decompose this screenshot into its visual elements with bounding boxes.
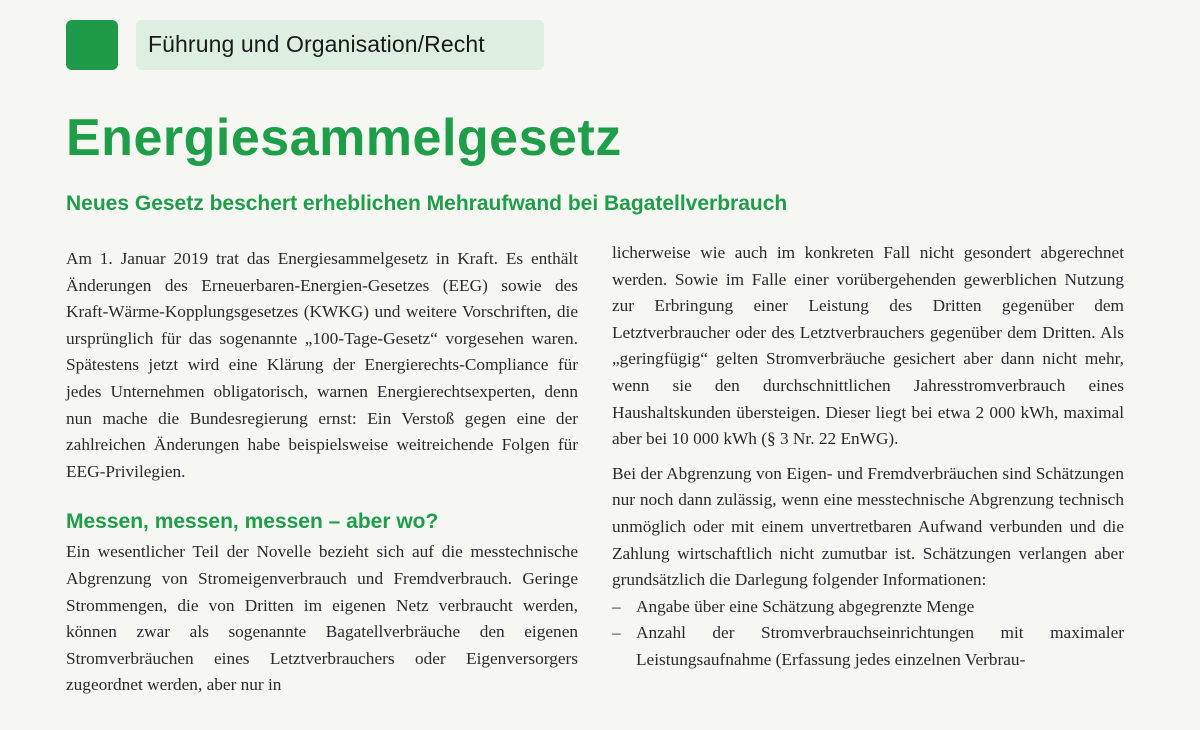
body-paragraph-left: Ein wesentlicher Teil der Novelle bezieht sich auf die messtechnische Abgrenzung von Stromeigenverbrauch und Fremdverbrauch. Geringe Strommengen, die von Dritten im eigenen Netz verbraucht werden, können zwar als sogenannte Bagatellverbräuche den eigenen Stromverbräuchen eines Letztverbrauchers oder Eigenversorgers zugeordnet werden, aber nur in [66, 542, 578, 695]
section-header [66, 20, 544, 70]
right-column [612, 240, 1124, 674]
list-dash: – [612, 623, 621, 643]
article-title: Energiesammelgesetz [66, 109, 622, 167]
left-column [66, 246, 578, 699]
section-label: Führung und Organisation/Recht [148, 31, 485, 57]
list-item [612, 620, 1124, 673]
list-item [612, 594, 1124, 621]
section-heading: Messen, messen, messen – aber wo? [66, 510, 439, 534]
intro-paragraph: Am 1. Januar 2019 trat das Energiesammelgesetz in Kraft. Es enthält Änderungen des Erneuerbaren-Energien-Gesetzes (EEG) sowie des Kraft-Wärme-Kopplungsgesetzes (KWKG) und weitere Vorschriften, die ursprünglich für das sogenannte „100-Tage-Gesetz“ vorgesehen waren. Spätestens jetzt wird eine Klärung der Energierechts-Compliance für jedes Unternehmen obligatorisch, warnen Energierechtsexperten, denn nun mache die Bundesregierung ernst: Ein Verstoß gegen eine der zahlreichen Änderungen habe beispielsweise weitreichende Folgen für EEG-Privilegien. [66, 249, 578, 481]
section-color-block [66, 20, 118, 70]
article-subtitle: Neues Gesetz beschert erheblichen Mehraufwand bei Bagatellverbrauch [66, 192, 788, 215]
list-item-text: Anzahl der Stromverbrauchseinrichtungen mit maximaler Leistungsaufnahme (Erfassung jedes einzelnen Verbrau- [636, 623, 1124, 669]
list-item-text: Angabe über eine Schätzung abgegrenzte Menge [636, 596, 975, 616]
requirements-list [612, 594, 1124, 674]
list-dash: – [612, 596, 621, 616]
body-paragraph-right-1: licherweise wie auch im konkreten Fall nicht gesondert abgerechnet werden. Sowie im Falle einer vorübergehenden gewerblichen Nutzung zur Erbringung einer Leistung des Dritten gegenüber dem Letztverbraucher oder des Letztverbrauchers gegenüber dem Dritten. Als „geringfügig“ gelten Stromverbräuche gesichert aber dann nicht mehr, wenn sie den durchschnittlichen Jahresstromverbrauch eines Haushaltskunden übersteigen. Dieser liegt bei etwa 2 000 kWh, maximal aber bei 10 000 kWh (§ 3 Nr. 22 EnWG). [612, 243, 1124, 449]
body-paragraph-right-2: Bei der Abgrenzung von Eigen- und Fremdverbräuchen sind Schätzungen nur noch dann zulässig, wenn eine messtechnische Abgrenzung technisch unmöglich oder mit einem unvertretbaren Aufwand verbunden und die Zahlung wirtschaftlich nicht zumutbar ist. Schätzungen verlangen aber grundsätzlich die Darlegung folgender Informationen: [612, 463, 1124, 590]
